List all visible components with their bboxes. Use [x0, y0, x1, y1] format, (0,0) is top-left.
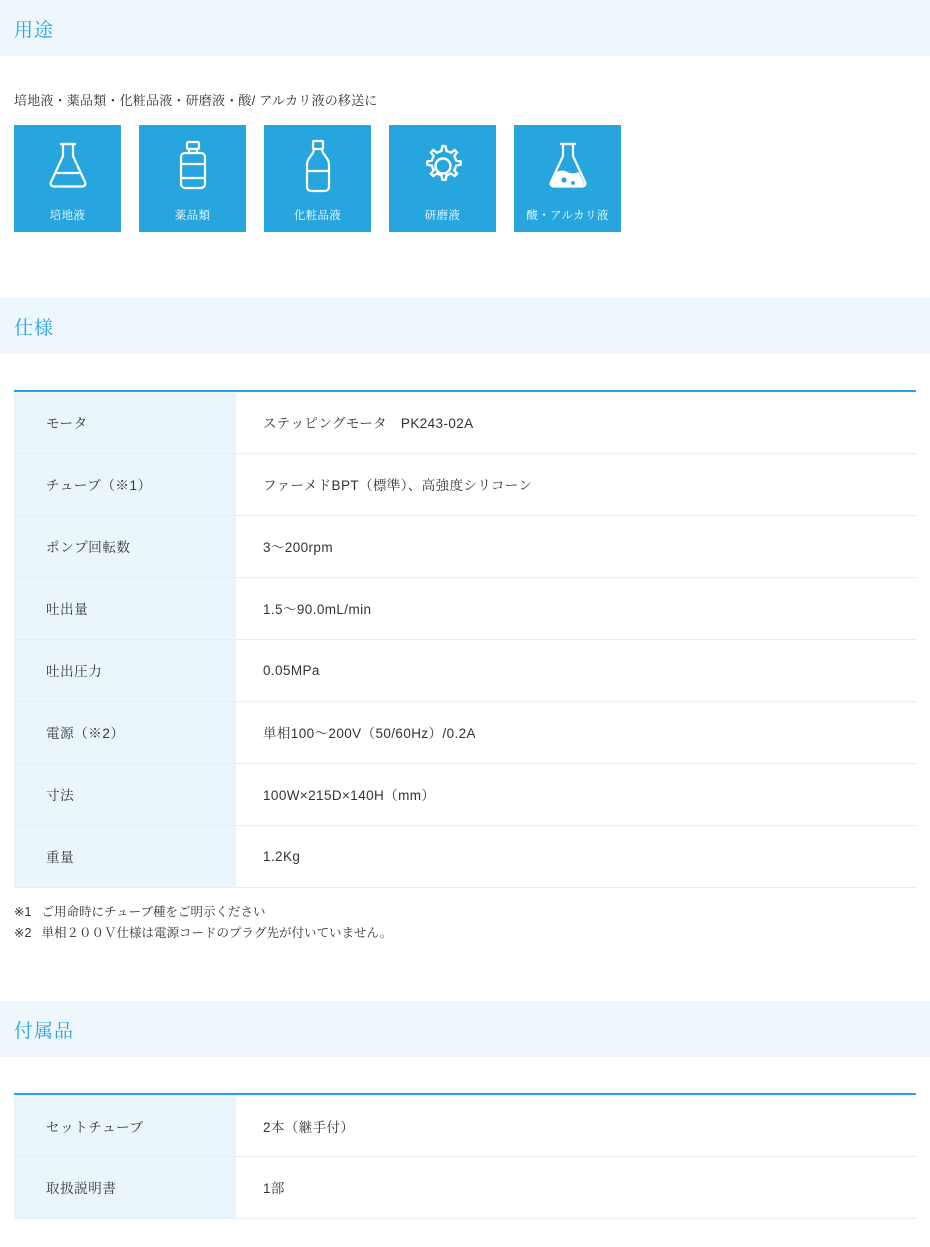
spec-key: 重量	[14, 825, 236, 887]
table-row	[14, 639, 916, 701]
usage-body	[0, 90, 930, 232]
spec-notes	[0, 888, 930, 946]
note-text: 単相２００Ｖ仕様は電源コードのプラグ先が付いていません。	[41, 926, 393, 941]
spec-heading: 仕様	[14, 317, 55, 339]
cosmetic-bottle-icon	[301, 137, 335, 195]
accessory-key: セットチューブ	[14, 1094, 236, 1156]
table-row	[14, 1094, 916, 1156]
table-row	[14, 1156, 916, 1218]
note-mark: ※2	[14, 926, 32, 941]
accessory-value: 1部	[236, 1156, 916, 1218]
note-item	[14, 902, 916, 924]
spec-key: 電源（※2）	[14, 701, 236, 763]
spec-value: 100W×215D×140H（mm）	[236, 763, 916, 825]
gear-icon	[418, 137, 468, 195]
usage-tile-culture-medium	[14, 125, 121, 232]
note-item	[14, 923, 916, 945]
spec-key: 吐出量	[14, 577, 236, 639]
spec-value: 1.2Kg	[236, 825, 916, 887]
spec-value: 0.05MPa	[236, 639, 916, 701]
accessories-table-wrap	[0, 1093, 930, 1219]
spec-key: 寸法	[14, 763, 236, 825]
accessory-value: 2本（継手付）	[236, 1094, 916, 1156]
spec-value: ファーメドBPT（標準）、高強度シリコーン	[236, 453, 916, 515]
table-row	[14, 701, 916, 763]
usage-tile-label: 研磨液	[424, 210, 461, 222]
dropper-bottle-icon	[173, 137, 213, 195]
usage-heading: 用途	[14, 19, 55, 41]
note-mark: ※1	[14, 904, 32, 919]
spec-value: 3〜200rpm	[236, 515, 916, 577]
accessories-table	[14, 1093, 916, 1219]
usage-tile-chemicals	[139, 125, 246, 232]
accessories-heading: 付属品	[14, 1020, 75, 1042]
table-row	[14, 577, 916, 639]
erlenmeyer-flask-icon	[46, 137, 90, 195]
spec-value: 1.5〜90.0mL/min	[236, 577, 916, 639]
usage-tile-label: 化粧品液	[293, 210, 342, 222]
liquid-flask-icon	[545, 137, 591, 195]
table-row	[14, 453, 916, 515]
spacer	[0, 1219, 930, 1247]
table-row	[14, 391, 916, 453]
accessory-key: 取扱説明書	[14, 1156, 236, 1218]
usage-tile-label: 薬品類	[174, 210, 211, 222]
usage-tile-label: 酸・アルカリ液	[526, 210, 609, 222]
spec-key: ポンプ回転数	[14, 515, 236, 577]
spec-key: モータ	[14, 391, 236, 453]
spec-value: 単相100〜200V（50/60Hz）/0.2A	[236, 701, 916, 763]
spec-key: チューブ（※1）	[14, 453, 236, 515]
spacer	[0, 945, 930, 1001]
section-header-usage	[0, 0, 930, 56]
usage-tile-cosmetics	[264, 125, 371, 232]
section-header-spec	[0, 298, 930, 354]
usage-tile-label: 培地液	[49, 210, 86, 222]
usage-tile-polishing-liquid	[389, 125, 496, 232]
usage-tile-acid-alkali	[514, 125, 621, 232]
usage-tile-row	[14, 125, 916, 232]
table-row	[14, 763, 916, 825]
table-row	[14, 515, 916, 577]
spec-key: 吐出圧力	[14, 639, 236, 701]
spec-value: ステッピングモータ PK243-02A	[236, 391, 916, 453]
section-header-accessories	[0, 1001, 930, 1057]
table-row	[14, 825, 916, 887]
usage-lead-text: 培地液・薬品類・化粧品液・研磨液・酸/ アルカリ液の移送に	[14, 93, 378, 108]
spec-table-wrap	[0, 390, 930, 888]
note-text: ご用命時にチューブ種をご明示ください	[41, 904, 266, 919]
spacer	[0, 242, 930, 298]
spec-table	[14, 390, 916, 888]
